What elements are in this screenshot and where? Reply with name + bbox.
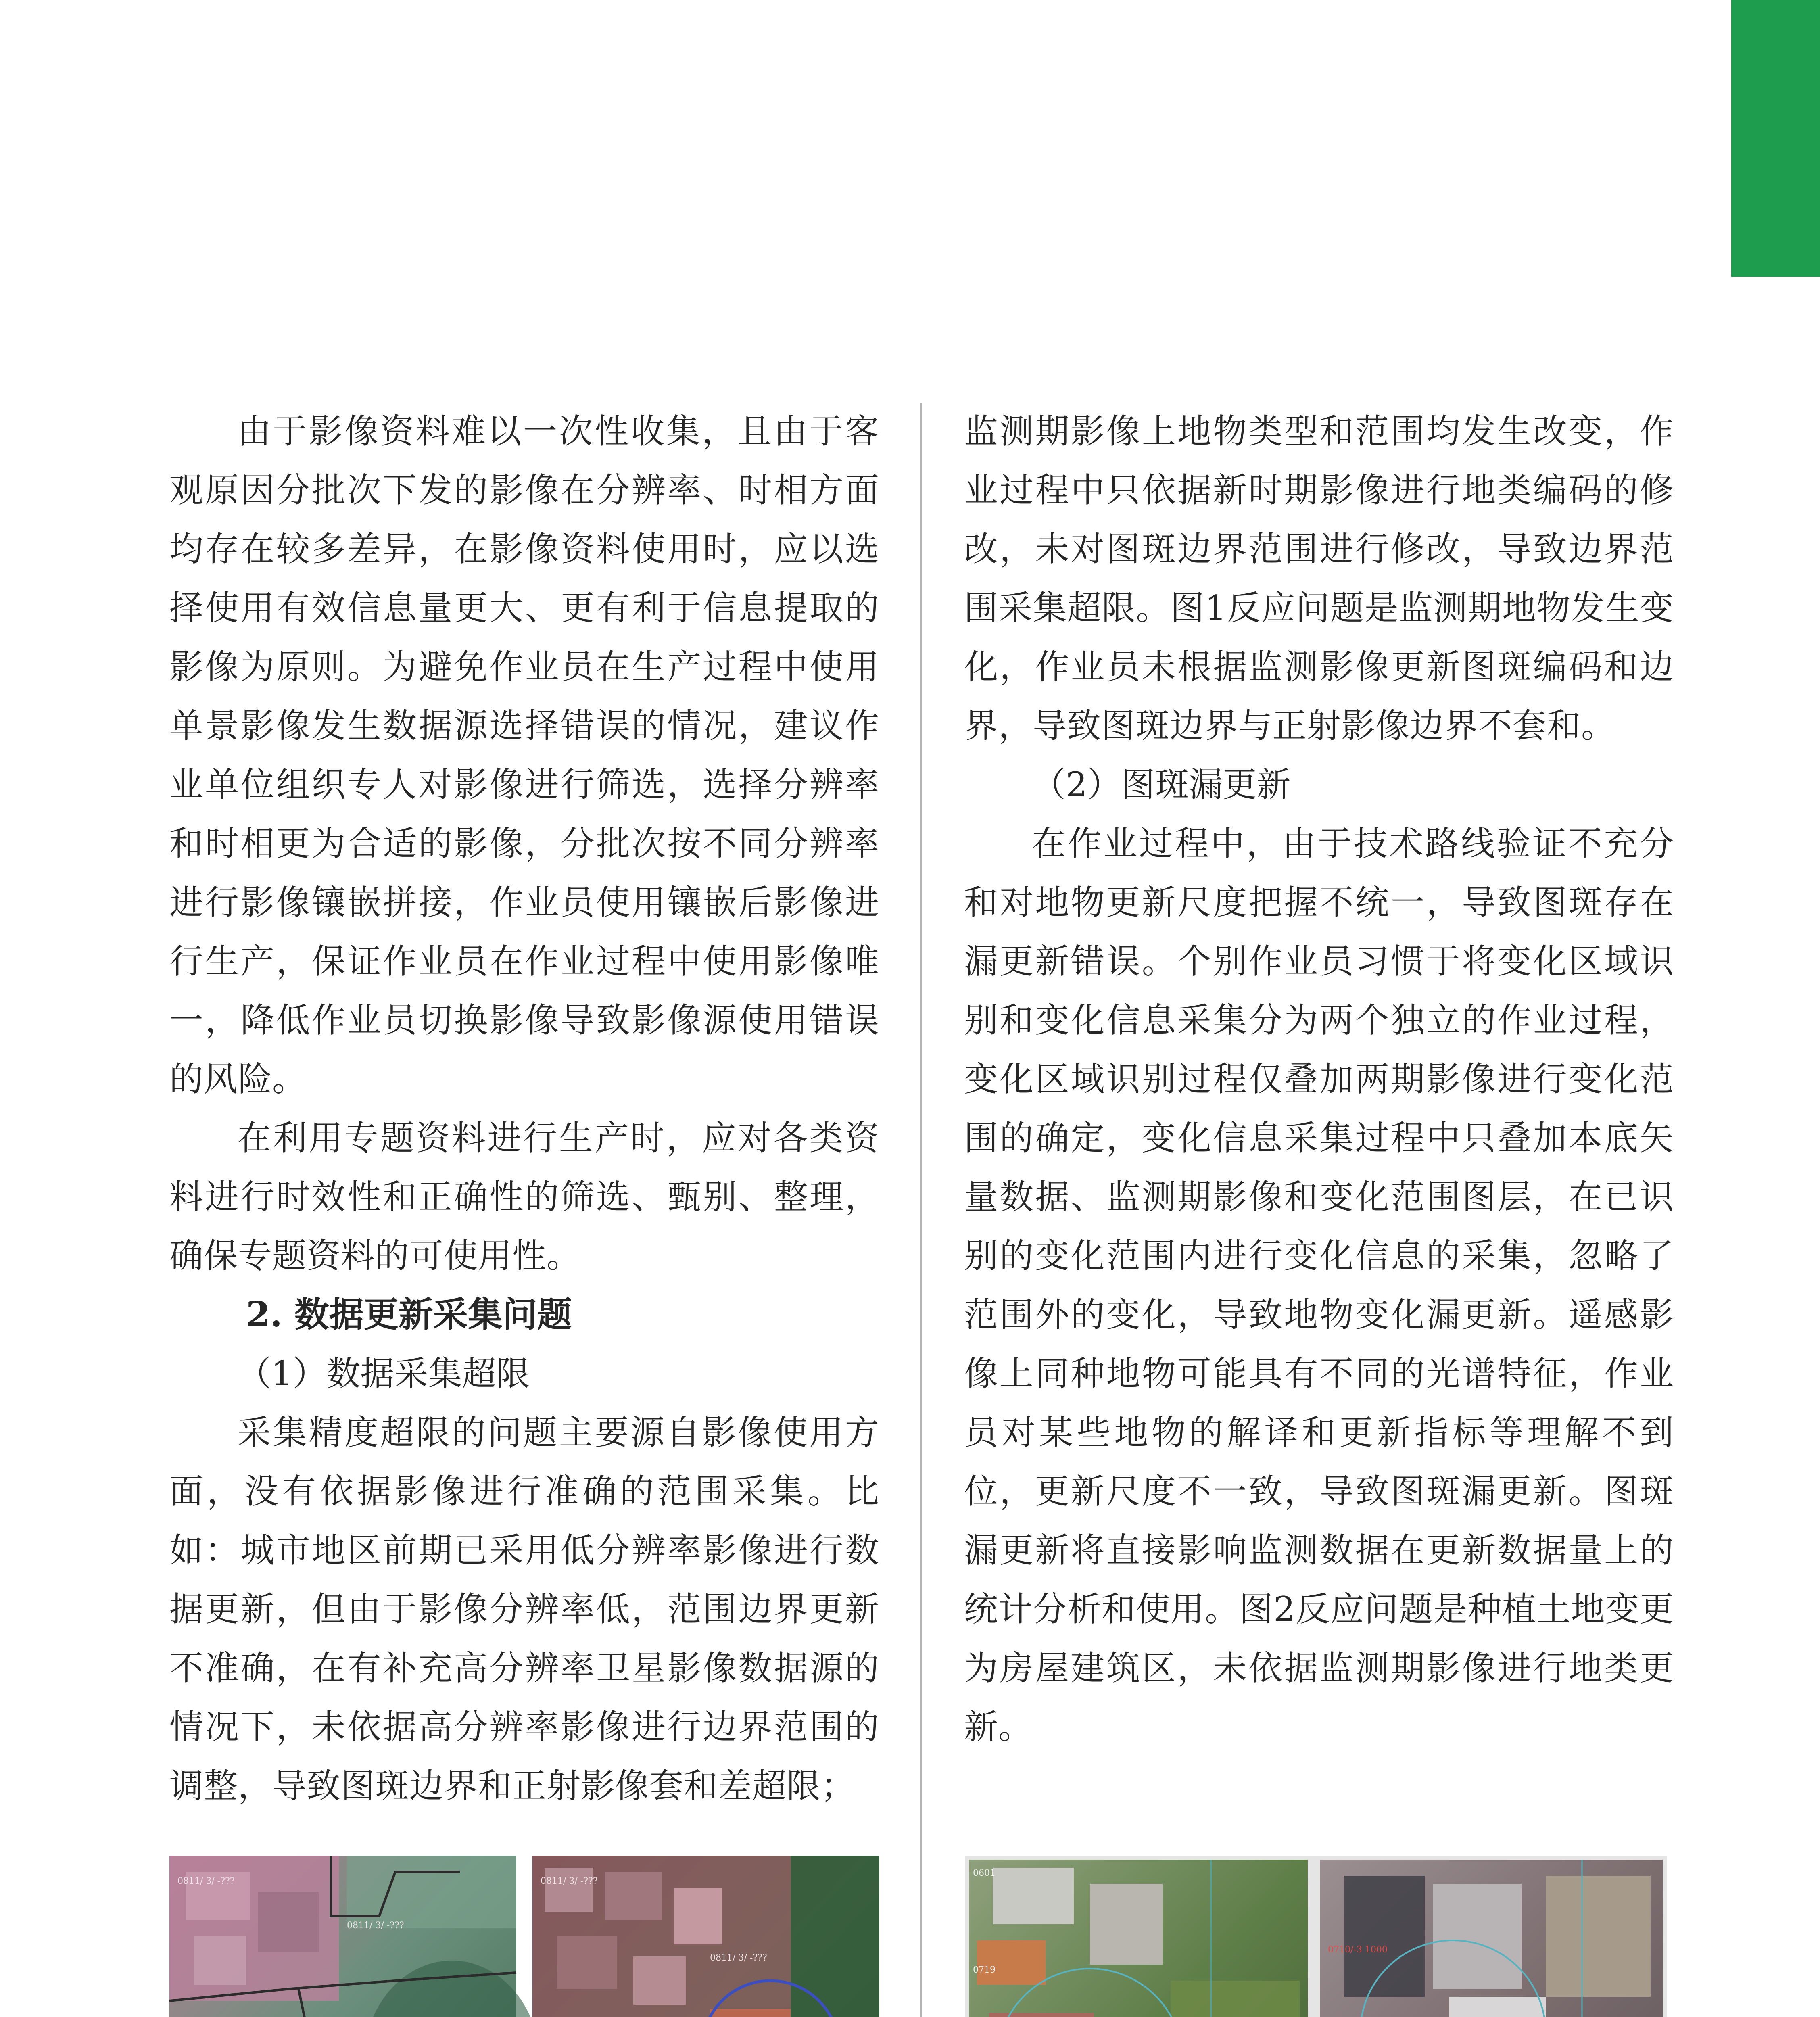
figure-1-images <box>169 1856 879 2017</box>
left-column <box>169 402 879 1815</box>
paragraph: 在利用专题资料进行生产时，应对各类资料进行时效性和正确性的筛选、甄别、整理，确保专题资料的可使用性。 <box>169 1118 879 1276</box>
subsection-heading: （1）数据采集超限 <box>237 1354 530 1393</box>
figure-2-panel-a <box>969 1860 1308 2017</box>
map-label: 0719 <box>973 1965 996 1975</box>
subsection-heading: （2）图斑漏更新 <box>1032 765 1291 804</box>
paragraph: 采集精度超限的问题主要源自影像使用方面，没有依据影像进行准确的范围采集。比如：城市地区前期已采用低分辨率影像进行数据更新，但由于影像分辨率低，范围边界更新不准确，在有补充高分辨率卫星影像数据源的情况下，未依据高分辨率影像进行边界范围的调整，导致图斑边界和正射影像套和差超限； <box>169 1413 879 1806</box>
figure-1-panel-a <box>169 1856 541 2017</box>
figure-1-panel-b <box>520 1856 879 2017</box>
figure-2-panel-b <box>1320 1860 1663 2017</box>
paragraph: 在作业过程中，由于技术路线验证不充分和对地物更新尺度把握不统一，导致图斑存在漏更新错误。个别作业员习惯于将变化区域识别和变化信息采集分为两个独立的作业过程，变化区域识别过程仅叠加两期影像进行变化范围的确定，变化信息采集过程中只叠加本底矢量数据、监测期影像和变化范围图层，在已识别的变化范围内进行变化信息的采集，忽略了范围外的变化，导致地物变化漏更新。遥感影像上同种地物可能具有不同的光谱特征，作业员对某些地物的解译和更新指标等理解不到位，更新尺度不一致，导致图斑漏更新。图斑漏更新将直接影响监测数据在更新数据量上的统计分析和使用。图2反应问题是种植土地变更为房屋建筑区，未依据监测期影像进行地类更新。 <box>964 824 1674 1747</box>
column-divider <box>920 403 922 2017</box>
paragraph: 监测期影像上地物类型和范围均发生改变，作业过程中只依据新时期影像进行地类编码的修改，未对图斑边界范围进行修改，导致边界范围采集超限。图1反应问题是监测期地物发生变化，作业员未根据监测影像更新图斑编码和边界，导致图斑边界与正射影像边界不套和。 <box>964 411 1674 745</box>
map-label: 0811/ 3/ -??? <box>177 1876 235 1886</box>
figure-2-images <box>965 1856 1667 2017</box>
chapter-tab <box>1731 0 1820 277</box>
right-column <box>964 402 1674 1756</box>
section-heading: 2. 数据更新采集问题 <box>246 1294 572 1335</box>
map-label: 0811/ 3/ -??? <box>710 1953 767 1963</box>
paragraph: 由于影像资料难以一次性收集，且由于客观原因分批次下发的影像在分辨率、时相方面均存在较多差异，在影像资料使用时，应以选择使用有效信息量更大、更有利于信息提取的影像为原则。为避免作业员在生产过程中使用单景影像发生数据源选择错误的情况，建议作业单位组织专人对影像进行筛选，选择分辨率和时相更为合适的影像，分批次按不同分辨率进行影像镶嵌拼接，作业员使用镶嵌后影像进行生产，保证作业员在作业过程中使用影像唯一，降低作业员切换影像导致影像源使用错误的风险。 <box>169 411 879 1099</box>
figure-2 <box>965 1856 1667 2017</box>
map-label: 0601 <box>973 1868 996 1878</box>
map-label: 0811/ 3/ -??? <box>347 1921 404 1931</box>
map-label: 0710/-3 1000 <box>1328 1945 1388 1955</box>
map-label: 0811/ 3/ -??? <box>541 1876 598 1886</box>
figure-1 <box>169 1856 879 2017</box>
